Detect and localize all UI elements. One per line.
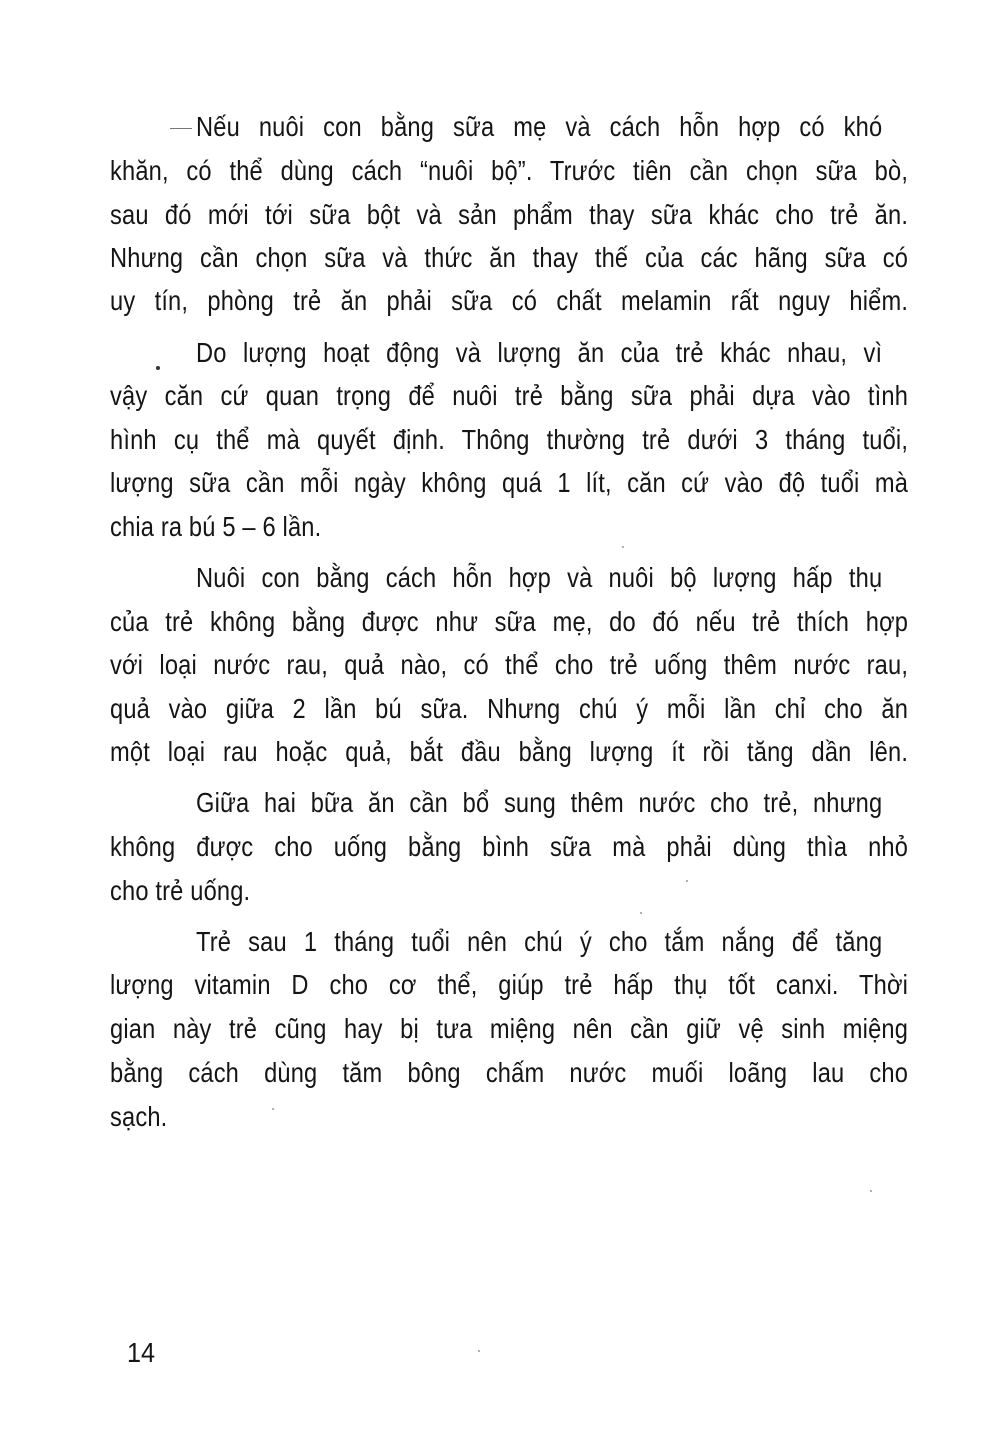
text-line: uy tín, phòng trẻ ăn phải sữa có chất melamin rất nguy hiểm.	[110, 285, 909, 316]
scan-dash-mark	[170, 128, 192, 129]
text-line: Nếu nuôi con bằng sữa mẹ và cách hỗn hợp có khó	[196, 111, 883, 142]
text-line: chia ra bú 5 – 6 lần.	[110, 511, 322, 542]
scan-speck	[622, 546, 624, 548]
text-line: hình cụ thể mà quyết định. Thông thường trẻ dưới 3 tháng tuổi,	[110, 424, 909, 455]
text-line: lượng sữa cần mỗi ngày không quá 1 lít, căn cứ vào độ tuổi mà	[110, 467, 909, 498]
text-line: lượng vitamin D cho cơ thể, giúp trẻ hấp thụ tốt canxi. Thời	[110, 969, 909, 1000]
text-line: với loại nước rau, quả nào, có thể cho trẻ uống thêm nước rau,	[110, 649, 909, 680]
text-line: Nuôi con bằng cách hỗn hợp và nuôi bộ lượng hấp thụ	[196, 562, 883, 593]
text-line: gian này trẻ cũng hay bị tưa miệng nên cần giữ vệ sinh miệng	[110, 1013, 909, 1044]
text-line: Giữa hai bữa ăn cần bổ sung thêm nước cho trẻ, nhưng	[196, 787, 883, 818]
text-line: một loại rau hoặc quả, bắt đầu bằng lượng ít rồi tăng dần lên.	[110, 736, 909, 767]
text-line: Trẻ sau 1 tháng tuổi nên chú ý cho tắm nắng để tăng	[196, 926, 883, 957]
text-line: vậy căn cứ quan trọng để nuôi trẻ bằng sữa phải dựa vào tình	[110, 380, 909, 411]
text-line: bằng cách dùng tăm bông chấm nước muối loãng lau cho	[110, 1057, 909, 1088]
page-number: 14	[127, 1337, 156, 1368]
text-line: sạch.	[110, 1101, 168, 1132]
text-line: Do lượng hoạt động và lượng ăn của trẻ khác nhau, vì	[196, 337, 883, 368]
text-line: quả vào giữa 2 lần bú sữa. Nhưng chú ý mỗi lần chỉ cho ăn	[110, 693, 909, 724]
scan-speck	[870, 1190, 872, 1192]
scan-speck	[686, 880, 688, 882]
text-line: khăn, có thể dùng cách “nuôi bộ”. Trước tiên cần chọn sữa bò,	[110, 155, 909, 186]
bullet-icon	[156, 366, 160, 370]
scan-speck	[478, 1350, 480, 1352]
text-line: của trẻ không bằng được như sữa mẹ, do đó nếu trẻ thích hợp	[110, 606, 909, 637]
text-line: không được cho uống bằng bình sữa mà phải dùng thìa nhỏ	[110, 831, 909, 862]
scan-speck	[640, 912, 642, 914]
text-line: Nhưng cần chọn sữa và thức ăn thay thế của các hãng sữa có	[110, 242, 909, 273]
text-line: cho trẻ uống.	[110, 875, 251, 906]
scan-speck	[272, 1108, 274, 1110]
text-line: sau đó mới tới sữa bột và sản phẩm thay sữa khác cho trẻ ăn.	[110, 199, 909, 230]
